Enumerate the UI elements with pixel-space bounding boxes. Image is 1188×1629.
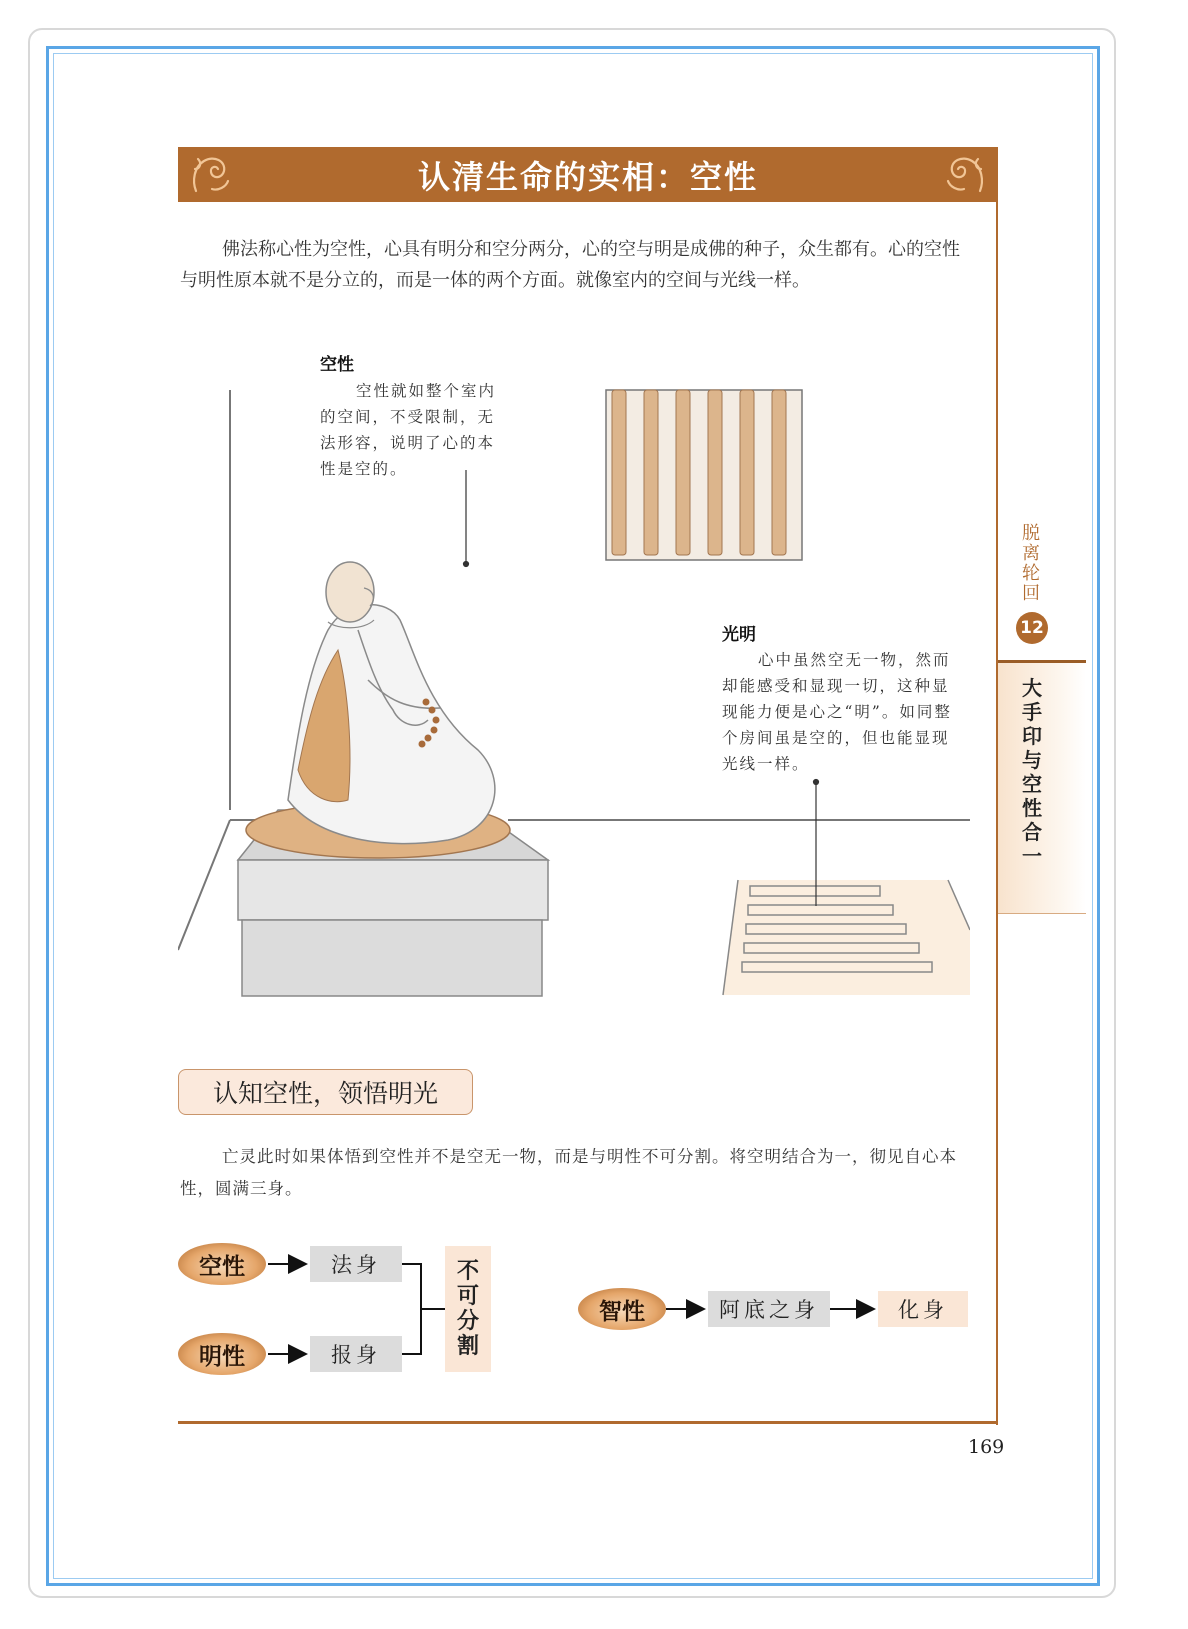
nirmanakaya-box: 化身 [878,1291,968,1327]
emptiness-label-title: 空性 [320,355,354,375]
page-number: 169 [968,1436,1005,1458]
clarity-oval: 明性 [178,1333,266,1375]
clarity-label-title: 光明 [722,625,756,645]
title-banner [178,147,998,202]
inseparable-box [445,1246,491,1372]
page-title: 认清生命的实相：空性 [417,157,758,196]
bottom-rule [178,1421,998,1424]
ornament-swirl-left-icon [188,151,234,197]
floor-light-pattern [723,880,970,995]
window-bars [606,390,802,560]
inseparable-text: 不可分割 [456,1259,479,1359]
clarity-label-body: 心中虽然空无一物，然而却能感受和显现一切，这种显现能力便是心之“明”。如同整个房间虽是空的，但也能显现光线一样。 [722,651,952,773]
adi-body-box: 阿底之身 [708,1291,830,1327]
chapter-side-tab-title: 大手印与空性合一 [1022,676,1042,868]
emptiness-oval: 空性 [178,1243,266,1285]
side-section-label: 脱离轮回 [1022,523,1040,604]
meditating-monk-figure [288,562,495,844]
emptiness-label-body: 空性就如整个室内的空间，不受限制，无法形容，说明了心的本性是空的。 [320,382,497,478]
ornament-swirl-right-icon [942,151,988,197]
chapter-number-badge: 12 [1016,612,1048,644]
wisdom-oval: 智性 [578,1288,666,1330]
section-heading: 认知空性，领悟明光 [178,1069,473,1115]
sambhogakaya-box: 报身 [310,1336,402,1372]
intro-paragraph: 佛法称心性为空性，心具有明分和空分两分，心的空与明是成佛的种子，众生都有。心的空性与明性原本就不是分立的，而是一体的两个方面。就像室内的空间与光线一样。 [180,239,960,291]
section-paragraph: 亡灵此时如果体悟到空性并不是空无一物，而是与明性不可分割。将空明结合为一，彻见自心本性，圆满三身。 [180,1147,957,1198]
dharmakaya-box: 法身 [310,1246,402,1282]
